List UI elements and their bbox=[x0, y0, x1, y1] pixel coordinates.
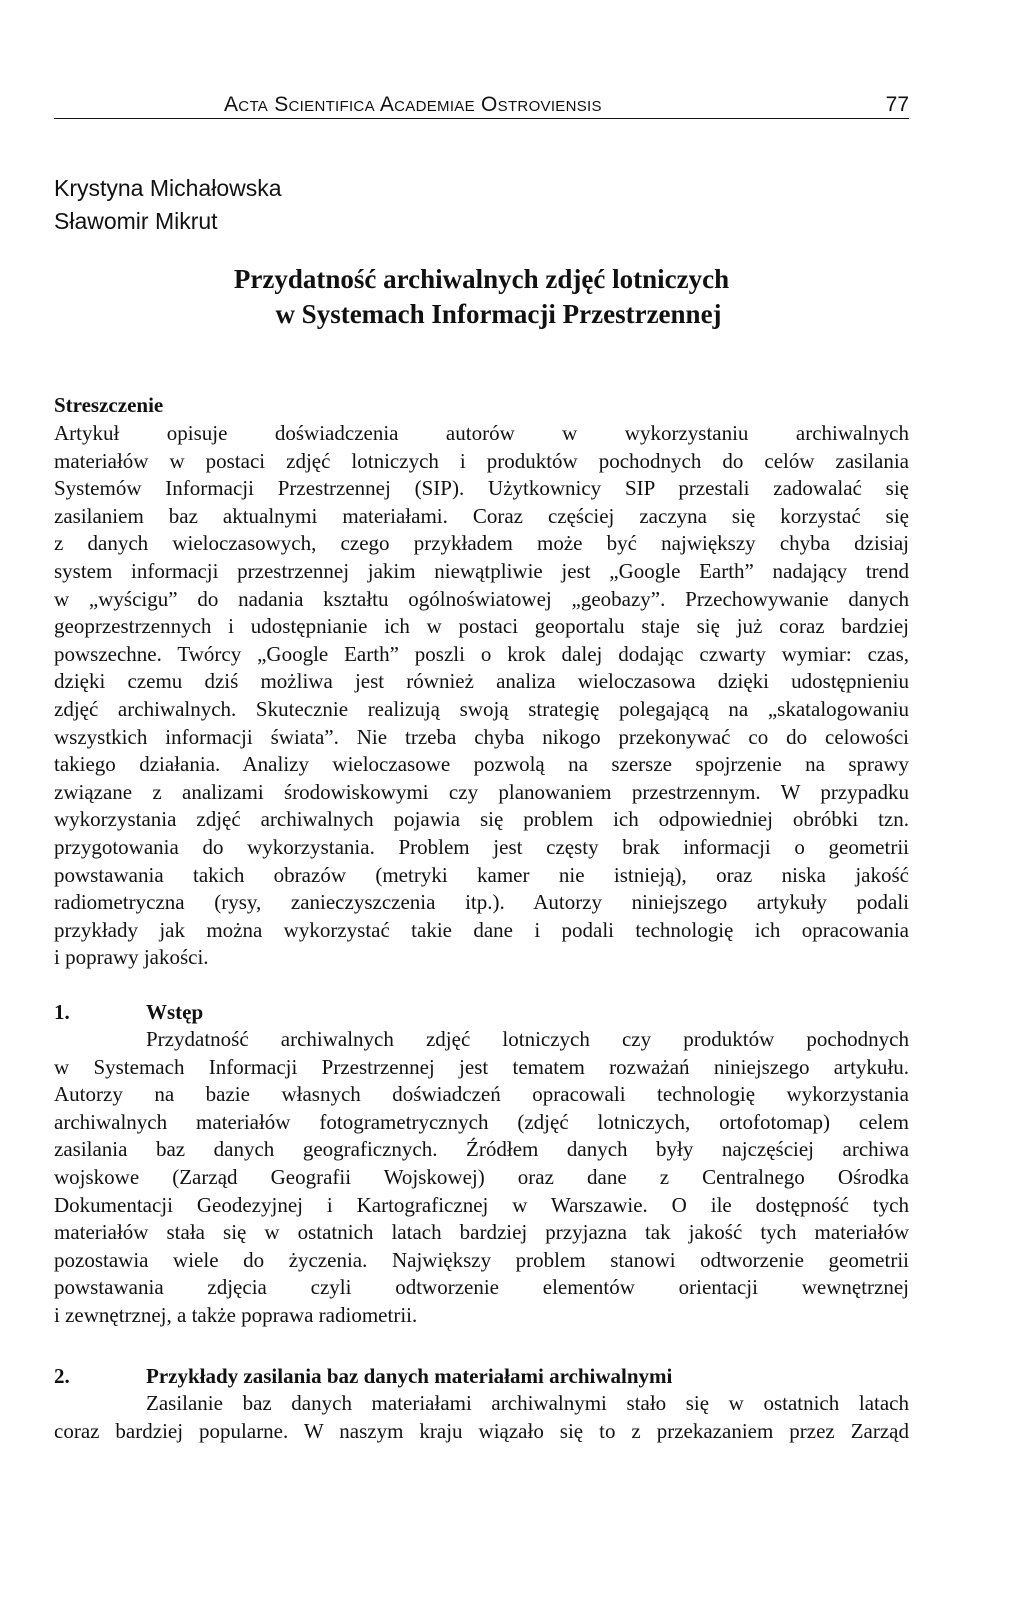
article-title-line: Przydatność archiwalnych zdjęć lotniczych bbox=[233, 264, 730, 294]
abstract-line: system informacji przestrzennej jakim niewątpliwie jest „Google Earth” nadający trend bbox=[54, 558, 909, 583]
paragraph-line: materiałów stała się w ostatnich latach bardziej przyjazna tak jakość tych materiałów bbox=[54, 1220, 909, 1245]
running-header bbox=[54, 93, 909, 119]
header-rule-right bbox=[602, 96, 886, 119]
journal-title: Acta Scientifica Academiae Ostroviensis bbox=[224, 93, 602, 119]
paragraph-line: pozostawia wiele do życzenia. Największy problem stanowi odtworzenie geometrii bbox=[54, 1247, 909, 1272]
paragraph-line: powstawania zdjęcia czyli odtworzenie elementów orientacji wewnętrznej bbox=[54, 1275, 909, 1300]
paragraph-line: Zasilanie baz danych materiałami archiwalnymi stało się w ostatnich latach bbox=[146, 1391, 909, 1415]
abstract-line: materiałów w postaci zdjęć lotniczych i produktów pochodnych do celów zasilania bbox=[54, 448, 909, 473]
article-title-line: w Systemach Informacji Przestrzennej bbox=[275, 299, 722, 329]
abstract-line: Artykuł opisuje doświadczenia autorów w wykorzystaniu archiwalnych bbox=[54, 421, 909, 445]
abstract-line: zasilaniem baz aktualnymi materiałami. Coraz częściej zaczyna się korzystać się bbox=[54, 503, 909, 528]
abstract-line: powstawania takich obrazów (metryki kamer nie istnieją), oraz niska jakość bbox=[54, 862, 909, 887]
abstract-line: Systemów Informacji Przestrzennej (SIP). Użytkownicy SIP przestali zadowalać się bbox=[54, 476, 909, 501]
author-name: Sławomir Mikrut bbox=[54, 208, 218, 234]
abstract-line: geoprzestrzennych i udostępnianie ich w postaci geoportalu staje się już coraz bardziej bbox=[54, 614, 909, 639]
abstract-line: przykłady jak można wykorzystać takie dane i podali technologię ich opracowania bbox=[54, 917, 909, 942]
abstract-line: i poprawy jakości. bbox=[54, 945, 209, 970]
paragraph-line: i zewnętrznej, a także poprawa radiometrii. bbox=[54, 1302, 418, 1327]
abstract-line: z danych wieloczasowych, czego przykładem może być największy chyba dzisiaj bbox=[54, 531, 909, 556]
abstract-line: przygotowania do wykorzystania. Problem jest częsty brak informacji o geometrii bbox=[54, 834, 909, 859]
abstract-line: wykorzystania zdjęć archiwalnych pojawia się problem ich odpowiedniej obróbki tzn. bbox=[54, 807, 909, 832]
section-number: 2. bbox=[54, 1364, 70, 1388]
abstract-line: dzięki czemu dziś możliwa jest również analiza wieloczasowa dzięki udostępnieniu bbox=[54, 669, 909, 694]
author-name: Krystyna Michałowska bbox=[54, 175, 282, 201]
paragraph-line: Przydatność archiwalnych zdjęć lotniczych czy produktów pochodnych bbox=[146, 1027, 909, 1051]
page-number: 77 bbox=[886, 93, 909, 119]
paragraph-line: Dokumentacji Geodezyjnej i Kartograficznej w Warszawie. O ile dostępność tych bbox=[54, 1192, 909, 1217]
abstract-heading: Streszczenie bbox=[54, 393, 164, 417]
author-list bbox=[54, 172, 282, 238]
section-number: 1. bbox=[54, 1000, 70, 1024]
abstract-line: zdjęć archiwalnych. Skutecznie realizują swoją strategię polegającą na „skatalogowaniu bbox=[54, 696, 909, 721]
abstract-line: wszystkich informacji świata”. Nie trzeba chyba nikogo przekonywać co do celowości bbox=[54, 724, 909, 749]
paragraph-line: zasilania baz danych geograficznych. Źródłem danych były najczęściej archiwa bbox=[54, 1137, 909, 1162]
abstract-line: radiometryczna (rysy, zanieczyszczenia itp.). Autorzy niniejszego artykuły podali bbox=[54, 890, 909, 915]
abstract-line: w „wyścigu” do nadania kształtu ogólnoświatowej „geobazy”. Przechowywanie danych bbox=[54, 586, 909, 611]
paragraph-line: wojskowe (Zarząd Geografii Wojskowej) oraz dane z Centralnego Ośrodka bbox=[54, 1164, 909, 1189]
section-title: Wstęp bbox=[146, 1000, 204, 1024]
paragraph-line: archiwalnych materiałów fotogrametrycznych (zdjęć lotniczych, ortofotomap) celem bbox=[54, 1109, 909, 1134]
abstract-line: związane z analizami środowiskowymi czy planowaniem przestrzennym. W przypadku bbox=[54, 779, 909, 804]
section-body-examples bbox=[54, 1390, 909, 1445]
abstract-line: powszechne. Twórcy „Google Earth” poszli o krok dalej dodając czwarty wymiar: czas, bbox=[54, 641, 909, 666]
paragraph-line: coraz bardziej popularne. W naszym kraju wiązało się to z przekazaniem przez Zarząd bbox=[54, 1418, 909, 1443]
header-rule-left bbox=[54, 96, 224, 119]
paragraph-line: w Systemach Informacji Przestrzennej jest tematem rozważań niniejszego artykułu. bbox=[54, 1054, 909, 1079]
abstract-body bbox=[54, 420, 909, 972]
article-title bbox=[54, 262, 909, 332]
paragraph-line: Autorzy na bazie własnych doświadczeń opracowali technologię wykorzystania bbox=[54, 1082, 909, 1107]
section-heading-examples bbox=[54, 1362, 672, 1390]
section-heading-intro bbox=[54, 998, 203, 1026]
abstract-line: takiego działania. Analizy wieloczasowe pozwolą na szersze spojrzenie na sprawy bbox=[54, 752, 909, 777]
section-title: Przykłady zasilania baz danych materiałami archiwalnymi bbox=[146, 1364, 673, 1388]
section-body-intro bbox=[54, 1026, 909, 1330]
